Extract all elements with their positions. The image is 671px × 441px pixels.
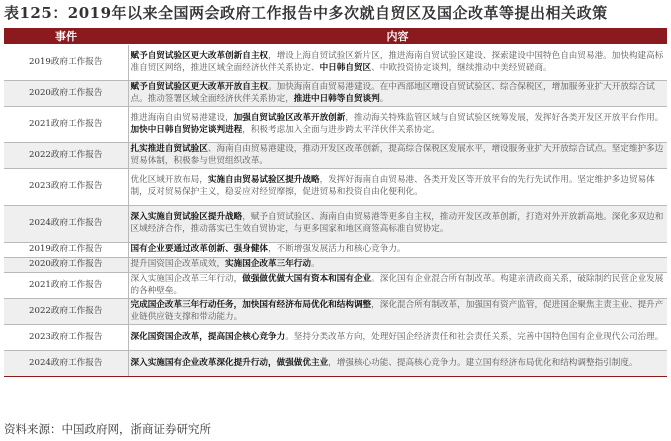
content-cell: [128, 45, 667, 81]
event-cell: 2020政府工作报告: [4, 258, 128, 273]
highlight-text: 国有企业要通过改革创新、强身健体: [130, 244, 269, 255]
content-text: 提升国资国企改革成效，: [130, 259, 226, 270]
highlight-text: 加快国有经济布局优化和结构调整: [242, 299, 372, 310]
content-text: 。坚持分类改革方向，处理好国企经济责任和社会责任关系，完善中国特色国有企业现代公司治理。: [285, 331, 664, 342]
table-row: [4, 206, 667, 243]
event-cell: 2019政府工作报告: [4, 243, 128, 258]
highlight-text: 实施国企改革三年行动: [225, 259, 311, 270]
policy-table: [4, 28, 667, 377]
header-content: 内容: [128, 28, 667, 45]
content-cell: [128, 351, 667, 377]
table-row: [4, 351, 667, 377]
table-row: [4, 169, 667, 206]
content-cell: [128, 143, 667, 169]
highlight-text: 推进中日韩等自贸谈判: [293, 93, 380, 104]
header-event: 事件: [4, 28, 128, 45]
highlight-text: 完成国企改革三年行动任务，: [130, 299, 243, 310]
highlight-text: 中日韩自贸区: [319, 62, 372, 73]
content-text: 、海南自由贸易港建设，推动开发区改革创新，提高综合保税区发展水平，增设服务业扩大开放综合试点。坚定维护多边贸易体制，积极参与世贸组织改革。: [130, 143, 664, 166]
event-cell: 2021政府工作报告: [4, 107, 128, 143]
table-row: [4, 325, 667, 351]
content-text: ，发挥好海南自由贸易港、各类开发区等开放平台的先行先试作用。坚定维护多边贸易体制，反对贸易保护主义，稳妥应对经贸摩擦，促进贸易和投资自由化便利化。: [130, 175, 655, 197]
event-cell: 2020政府工作报告: [4, 81, 128, 107]
highlight-text: 加快中日韩自贸协定谈判进程: [130, 124, 243, 135]
table-row: [4, 299, 667, 325]
table-row: [4, 143, 667, 169]
table-row: [4, 45, 667, 81]
content-text: 深入实施国企改革三年行动，: [130, 273, 243, 284]
event-cell: 2024政府工作报告: [4, 351, 128, 377]
content-cell: [128, 299, 667, 325]
highlight-text: 扎实推进自贸试验区: [130, 143, 208, 154]
event-cell: 2019政府工作报告: [4, 45, 128, 81]
content-cell: [128, 81, 667, 107]
event-cell: 2022政府工作报告: [4, 299, 128, 325]
event-cell: 2022政府工作报告: [4, 143, 128, 169]
content-cell: [128, 206, 667, 243]
content-text: ，推动海关特殊监管区域与自贸试验区统筹发展，发挥好各类开发区开放平台作用。: [345, 112, 664, 123]
content-text: ，积极考虑加入全面与进步跨太平洋伙伴关系协定。: [242, 124, 440, 135]
event-cell: 2024政府工作报告: [4, 206, 128, 243]
content-text: 。: [379, 93, 389, 104]
content-text: ，深化混合所有制改革，加强国有资产监管，促进国企聚焦主责主业、提升产业链供应链支撑和带动能力。: [130, 299, 664, 322]
content-cell: [128, 169, 667, 206]
highlight-text: 深化国资国企改革，提高国企核心竞争力: [130, 331, 286, 342]
content-cell: [128, 243, 667, 258]
content-cell: [128, 258, 667, 273]
content-text: ，增强核心功能、提高核心竞争力。建立国有经济布局优化和结构调整指引制度。: [328, 357, 638, 368]
highlight-text: 加强自贸试验区改革开放创新: [233, 112, 346, 123]
content-text: ，增设上海自贸试验区新片区，推进海南自贸试验区建设、探索建设中国特色自由贸易港。加快构建高标准自贸区网络，推进区域全面经济伙伴关系协定、: [130, 50, 664, 73]
event-cell: 2021政府工作报告: [4, 273, 128, 299]
event-cell: 2023政府工作报告: [4, 325, 128, 351]
content-cell: [128, 107, 667, 143]
highlight-text: 赋予自贸试验区更大改革开放自主权: [130, 81, 269, 92]
table-row: [4, 81, 667, 107]
highlight-text: 深入实施自贸试验区提升战略: [130, 212, 243, 223]
table-row: [4, 273, 667, 299]
content-text: 。加快海南自由贸易港建设。在中西部地区增设自贸试验区、综合保税区，增加服务业扩大开放综合试点。推动签署区域全面经济伙伴关系协定，: [130, 81, 655, 104]
event-cell: 2023政府工作报告: [4, 169, 128, 206]
content-text: ，赋予自贸试验区、海南自由贸易港等更多自主权，推动开发区改革创新，打造对外开放新高地。深化多双边和区域经济合作，推动落实已生效自贸协定，与更多国家和地区商签高标准自贸协定。: [130, 212, 664, 234]
content-cell: [128, 273, 667, 299]
table-row: [4, 243, 667, 258]
highlight-text: 实施自由贸易试验区提升战略: [207, 175, 320, 186]
source-note: 资料来源：中国政府网，浙商证券研究所: [4, 422, 211, 436]
content-text: 。深化国有企业混合所有制改革。构建亲清政商关系，破除制约民营企业发展的各种壁垒。: [130, 273, 664, 296]
highlight-text: 深入实施国有企业改革深化提升行动，做强做优主业: [130, 357, 329, 368]
content-text: 推进海南自由贸易港建设，: [130, 112, 234, 123]
content-text: ，不断增强发展活力和核心竞争力。: [268, 244, 406, 255]
table-title: 表125：2019年以来全国两会政府工作报告中多次就自贸区及国企改革等提出相关政策: [4, 4, 608, 22]
content-cell: [128, 325, 667, 351]
table-row: [4, 258, 667, 273]
content-text: 、中欧投资协定谈判，继续推动中美经贸磋商。: [371, 62, 552, 73]
table-header-row: [4, 28, 667, 45]
table-row: [4, 107, 667, 143]
highlight-text: 赋予自贸试验区更大改革创新自主权: [130, 50, 269, 61]
content-text: 。: [311, 259, 320, 270]
highlight-text: 做强做优做大国有资本和国有企业: [242, 273, 372, 284]
content-text: 优化区域开放布局，: [130, 175, 208, 186]
table-body: [4, 45, 667, 377]
